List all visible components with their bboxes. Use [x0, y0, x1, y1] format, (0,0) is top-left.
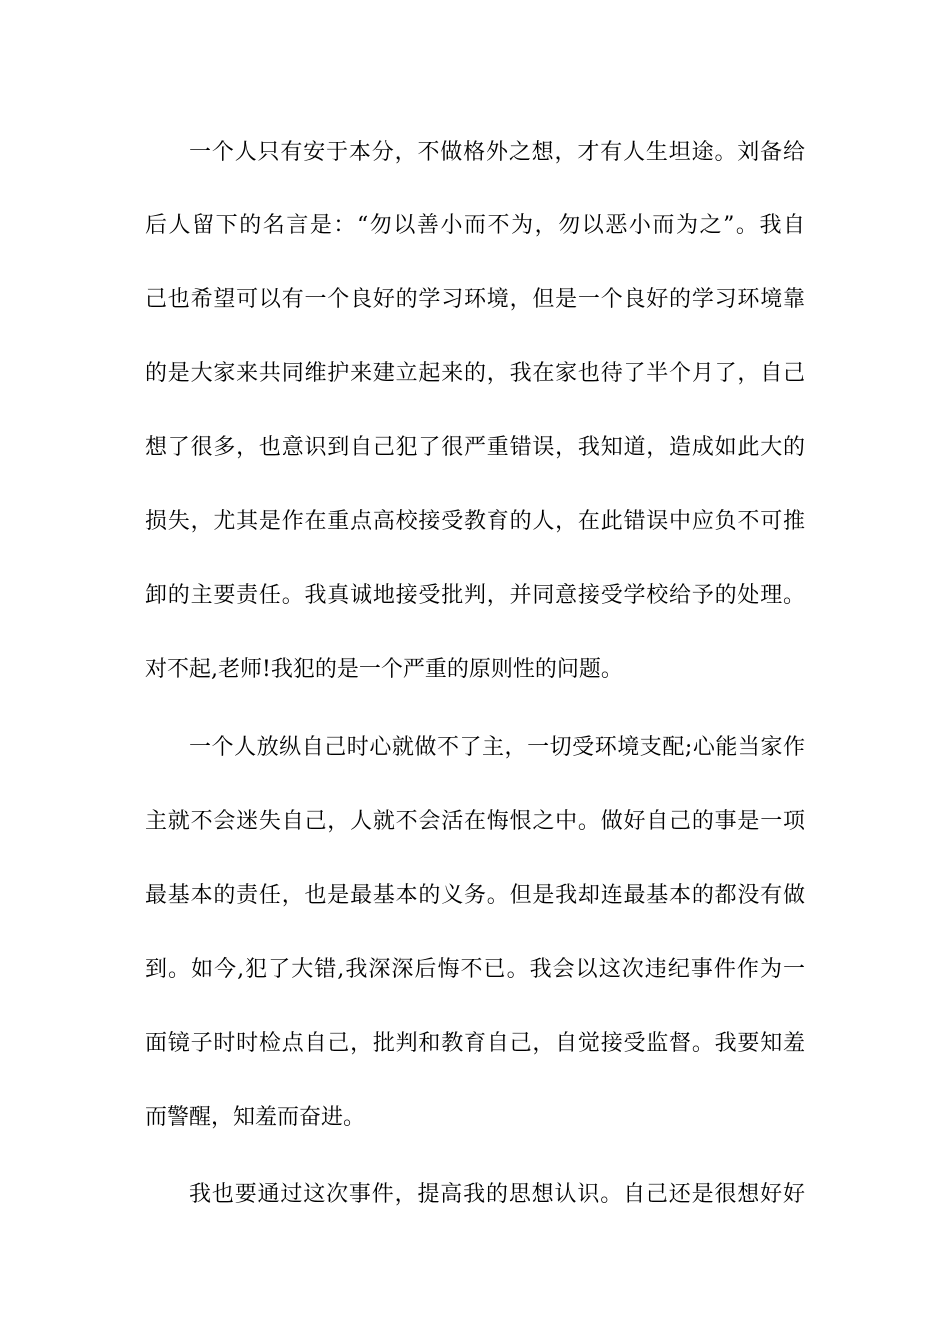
text-line: 后人留下的名言是：“勿以善小而不为，勿以恶小而为之”。我自	[145, 213, 805, 238]
text-line: 面镜子时时检点自己，批判和教育自己，自觉接受监督。我要知羞	[145, 1031, 805, 1056]
text-line: 到。如今,犯了大错,我深深后悔不已。我会以这次违纪事件作为一	[145, 957, 805, 982]
text-line: 损失，尤其是作在重点高校接受教育的人，在此错误中应负不可推	[145, 509, 805, 534]
text-line: 对不起,老师!我犯的是一个严重的原则性的问题。	[145, 657, 623, 682]
text-line: 的是大家来共同维护来建立起来的，我在家也待了半个月了，自己	[145, 361, 805, 386]
text-line: 己也希望可以有一个良好的学习环境，但是一个良好的学习环境靠	[145, 287, 805, 312]
text-line: 一个人放纵自己时心就做不了主，一切受环境支配;心能当家作	[189, 735, 805, 760]
text-line: 主就不会迷失自己，人就不会活在悔恨之中。做好自己的事是一项	[145, 809, 805, 834]
text-line: 最基本的责任，也是最基本的义务。但是我却连最基本的都没有做	[145, 883, 805, 908]
text-line: 我也要通过这次事件，提高我的思想认识。自己还是很想好好	[189, 1182, 805, 1207]
text-line: 卸的主要责任。我真诚地接受批判，并同意接受学校给予的处理。	[145, 583, 805, 608]
text-line: 想了很多，也意识到自己犯了很严重错误，我知道，造成如此大的	[145, 435, 805, 460]
text-line: 而警醒，知羞而奋进。	[145, 1105, 366, 1130]
text-line: 一个人只有安于本分，不做格外之想，才有人生坦途。刘备给	[189, 140, 805, 165]
